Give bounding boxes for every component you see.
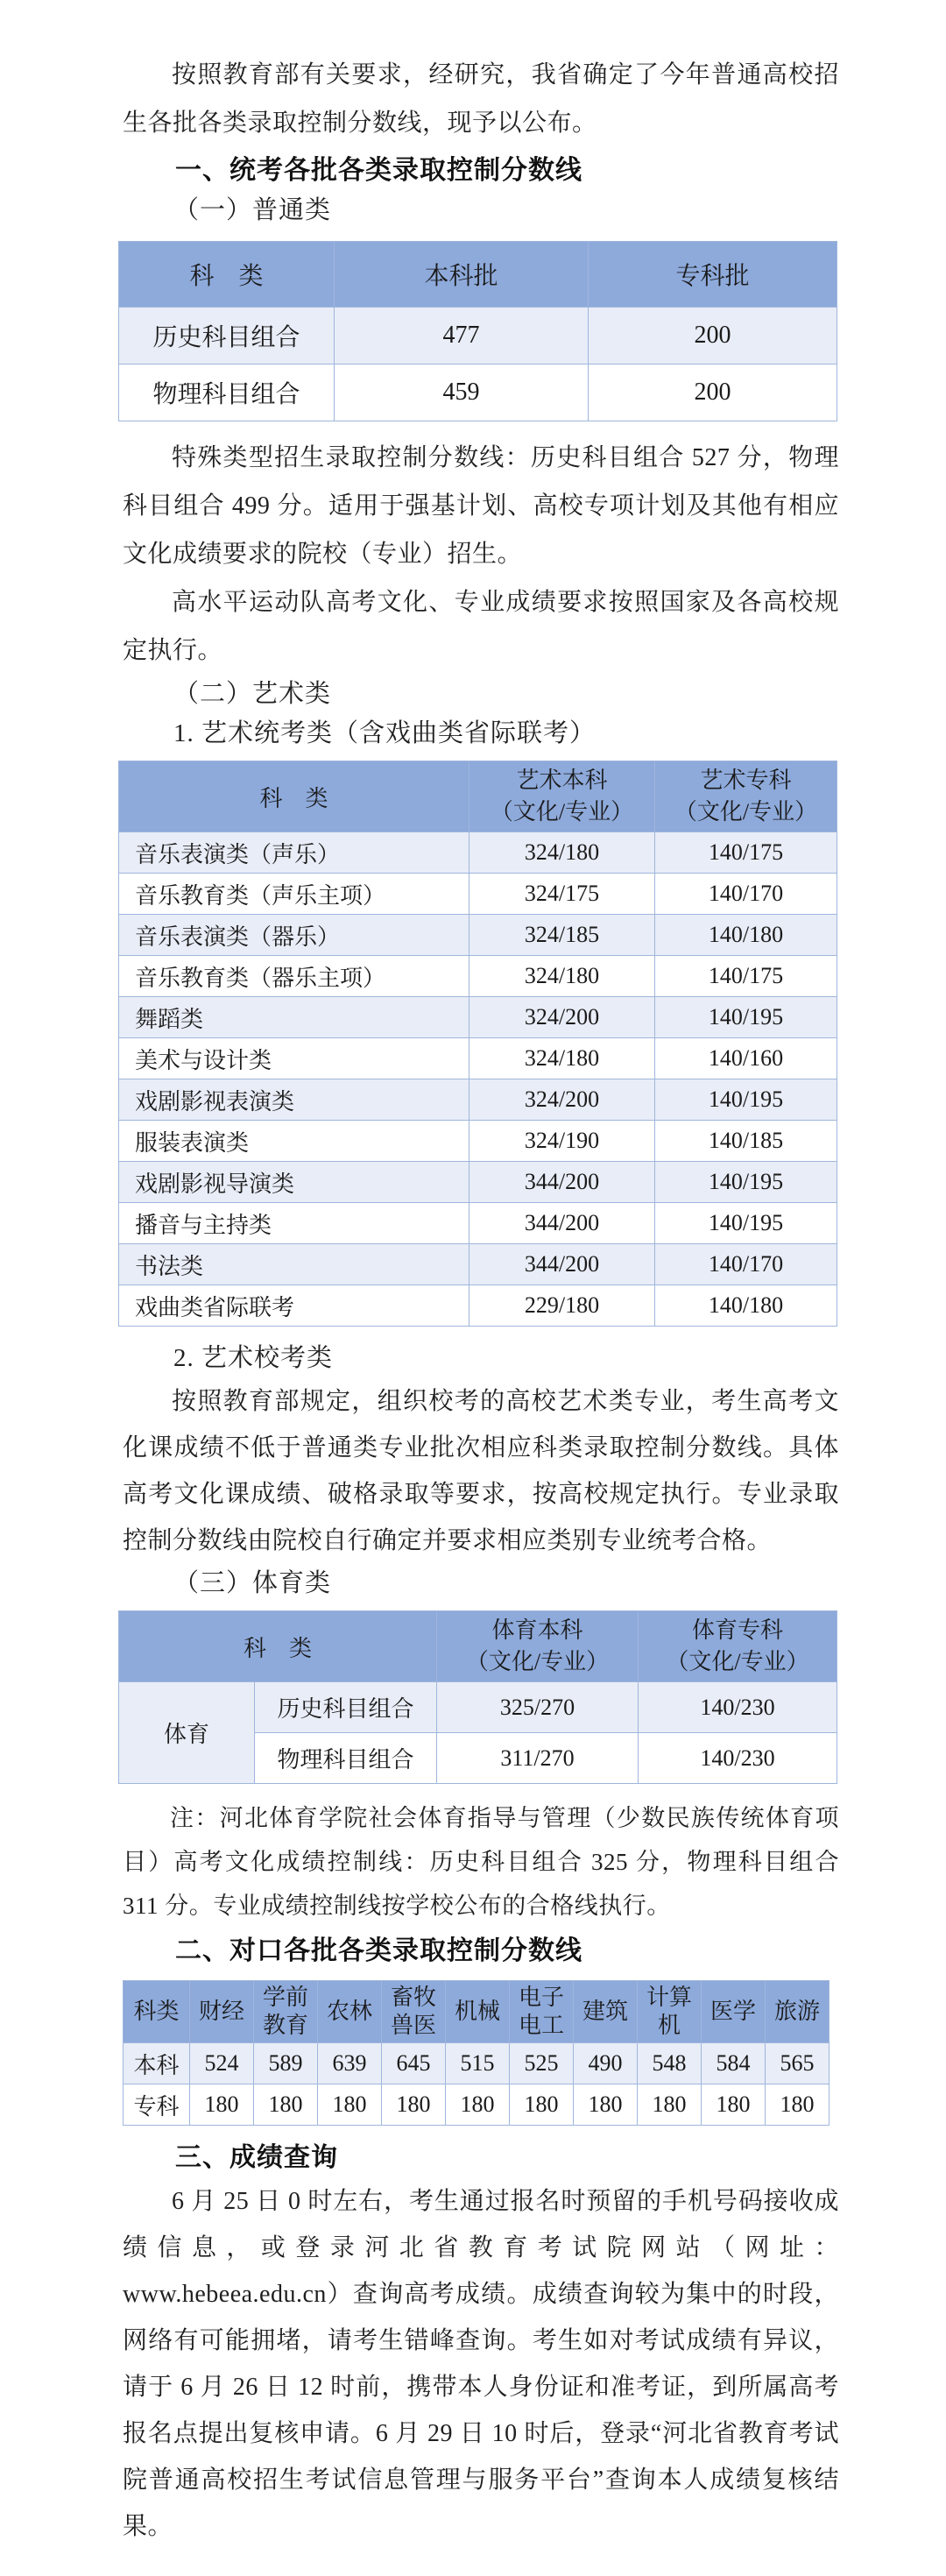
- sports-category-label: （三）体育类: [173, 1569, 332, 1597]
- table-row: [119, 915, 837, 956]
- header-line-2: （文化/专业）: [666, 1649, 809, 1674]
- art-category-label: （二）艺术类: [173, 680, 332, 708]
- score-cell: 515: [446, 2043, 510, 2084]
- score-cell: 459: [335, 364, 589, 421]
- score-cell: 140/230: [639, 1682, 837, 1733]
- table-row: [119, 874, 837, 915]
- score-cell: 324/200: [469, 997, 655, 1038]
- table-row: [119, 956, 837, 997]
- general-category-label: （一）普通类: [173, 196, 332, 224]
- score-cell: 645: [382, 2043, 446, 2084]
- category-cell: 音乐教育类（器乐主项）: [119, 956, 469, 997]
- score-cell: 140/175: [655, 832, 837, 874]
- sports-scores-table: [118, 1610, 837, 1784]
- art-xiaokao-paragraph: 按照教育部规定，组织校考的高校艺术类专业，考生高考文化课成绩不低于普通类专业批次相应科类录取控制分数线。具体高考文化课成绩、破格录取等要求，按高校规定执行。专业录取控制分数线由院校自行确定并要求相应类别专业统考合格。: [123, 1388, 839, 1554]
- table-row: [119, 997, 837, 1038]
- score-cell: 180: [766, 2084, 830, 2126]
- column-header-jisuanji: 计算机: [638, 1981, 702, 2043]
- score-cell: 525: [510, 2043, 574, 2084]
- score-cell: 180: [638, 2084, 702, 2126]
- column-header-category: 科 类: [119, 242, 335, 308]
- score-cell: 589: [254, 2043, 318, 2084]
- score-cell: 344/200: [469, 1162, 655, 1203]
- score-cell: 344/200: [469, 1203, 655, 1244]
- table-row: [119, 1244, 837, 1285]
- table-row: [119, 1079, 837, 1121]
- score-cell: 639: [318, 2043, 382, 2084]
- intro-paragraph: 按照教育部有关要求，经研究，我省确定了今年普通高校招生各批各类录取控制分数线，现予以公布。: [123, 61, 839, 137]
- table-row: [119, 1203, 837, 1244]
- table-row: [119, 364, 837, 421]
- header-line-1: 艺术专科: [700, 768, 792, 793]
- score-cell: 140/170: [655, 1244, 837, 1285]
- table-row: [119, 1162, 837, 1203]
- score-cell: 180: [510, 2084, 574, 2126]
- score-cell: 180: [702, 2084, 766, 2126]
- column-header-sports-zhuanke: [639, 1611, 837, 1682]
- score-cell: 140/230: [639, 1733, 837, 1784]
- score-cell: 180: [318, 2084, 382, 2126]
- score-cell: 200: [589, 308, 837, 364]
- score-cell: 324/180: [469, 832, 655, 874]
- column-header-category: 科 类: [119, 1611, 437, 1682]
- category-cell: 音乐表演类（声乐）: [119, 832, 469, 874]
- header-line-1: 艺术本科: [516, 768, 608, 793]
- score-cell: 490: [574, 2043, 638, 2084]
- score-query-paragraph: 6 月 25 日 0 时左右，考生通过报名时预留的手机号码接收成绩信息，或登录河北省教育考试院网站（网址：www.hebeea.edu.cn）查询高考成绩。成绩查询较为集中的时段，网络有可能拥堵，请考生错峰查询。考生如对考试成绩有异议，请于 6 月 26 日 12 时前，携带本人身份证和准考证，到所属高考报名点提出复核申请。6 月 29 日 10 时后，登录“河北省教育考试院普通高校招生考试信息管理与服务平台”查询本人成绩复核结果。: [123, 2188, 839, 2540]
- score-cell: 180: [382, 2084, 446, 2126]
- header-line-2: （文化/专业）: [674, 799, 818, 824]
- score-cell: 324/180: [469, 956, 655, 997]
- category-cell: 物理科目组合: [119, 364, 335, 421]
- category-cell: 本科: [124, 2043, 190, 2084]
- duikou-scores-table: [123, 1980, 830, 2126]
- score-cell: 140/170: [655, 874, 837, 915]
- score-cell: 324/175: [469, 874, 655, 915]
- column-header-xueqianjiaoyu: 学前教育: [254, 1981, 318, 2043]
- score-cell: 311/270: [437, 1733, 639, 1784]
- score-cell: 140/175: [655, 956, 837, 997]
- score-cell: 140/195: [655, 1162, 837, 1203]
- score-cell: 324/180: [469, 1038, 655, 1079]
- category-cell: 服装表演类: [119, 1121, 469, 1162]
- category-cell: 书法类: [119, 1244, 469, 1285]
- category-cell: 历史科目组合: [255, 1682, 437, 1733]
- score-cell: 548: [638, 2043, 702, 2084]
- score-cell: 180: [446, 2084, 510, 2126]
- column-header-zhuanke: 专科批: [589, 242, 837, 308]
- score-cell: 140/195: [655, 1203, 837, 1244]
- score-cell: 565: [766, 2043, 830, 2084]
- special-type-paragraph: 特殊类型招生录取控制分数线：历史科目组合 527 分，物理科目组合 499 分。适用于强基计划、高校专项计划及其他有相应文化成绩要求的院校（专业）招生。: [123, 444, 839, 568]
- table-row: [119, 1285, 837, 1327]
- column-header-benke: 本科批: [335, 242, 589, 308]
- category-cell: 播音与主持类: [119, 1203, 469, 1244]
- art-xiaokao-label: 2. 艺术校考类: [173, 1344, 334, 1372]
- score-cell: 140/180: [655, 915, 837, 956]
- column-header-art-benke: [469, 761, 655, 832]
- header-line-2: （文化/专业）: [465, 1649, 610, 1674]
- category-cell: 音乐表演类（器乐）: [119, 915, 469, 956]
- art-scores-table: [118, 761, 837, 1327]
- table-row: [119, 1121, 837, 1162]
- column-header-caijing: 财经: [190, 1981, 254, 2043]
- category-cell: 戏曲类省际联考: [119, 1285, 469, 1327]
- score-cell: 140/195: [655, 1079, 837, 1121]
- column-header-xumushouyi: 畜牧兽医: [382, 1981, 446, 2043]
- header-line-1: 体育专科: [692, 1617, 784, 1643]
- section-3-heading: 三、成绩查询: [175, 2143, 338, 2172]
- category-cell: 专科: [124, 2084, 190, 2126]
- score-cell: 200: [589, 364, 837, 421]
- score-cell: 524: [190, 2043, 254, 2084]
- score-cell: 140/185: [655, 1121, 837, 1162]
- score-cell: 477: [335, 308, 589, 364]
- table-row: [119, 1682, 837, 1733]
- column-header-jianzhu: 建筑: [574, 1981, 638, 2043]
- column-header-category: 科类: [124, 1981, 190, 2043]
- category-cell: 舞蹈类: [119, 997, 469, 1038]
- score-cell: 180: [190, 2084, 254, 2126]
- table-header-row: [119, 761, 837, 832]
- table-header-row: [119, 242, 837, 308]
- column-header-yixue: 医学: [702, 1981, 766, 2043]
- art-unified-exam-label: 1. 艺术统考类（含戏曲类省际联考）: [173, 719, 597, 747]
- high-level-sports-paragraph: 高水平运动队高考文化、专业成绩要求按照国家及各高校规定执行。: [123, 589, 839, 664]
- category-cell: 美术与设计类: [119, 1038, 469, 1079]
- score-cell: 140/195: [655, 997, 837, 1038]
- header-line-2: （文化/专业）: [490, 799, 634, 824]
- category-cell: 戏剧影视导演类: [119, 1162, 469, 1203]
- score-cell: 180: [574, 2084, 638, 2126]
- section-2-heading: 二、对口各批各类录取控制分数线: [175, 1936, 582, 1965]
- column-header-nonglin: 农林: [318, 1981, 382, 2043]
- column-header-art-zhuanke: [655, 761, 837, 832]
- category-cell: 历史科目组合: [119, 308, 335, 364]
- category-cell: 物理科目组合: [255, 1733, 437, 1784]
- score-cell: 324/190: [469, 1121, 655, 1162]
- score-cell: 229/180: [469, 1285, 655, 1327]
- score-cell: 140/180: [655, 1285, 837, 1327]
- score-cell: 180: [254, 2084, 318, 2126]
- score-cell: 325/270: [437, 1682, 639, 1733]
- group-cell-sports: 体育: [119, 1682, 255, 1784]
- table-row: [124, 2043, 830, 2084]
- header-line-1: 体育本科: [491, 1617, 583, 1643]
- table-row: [124, 2084, 830, 2126]
- table-header-row: [119, 1611, 837, 1682]
- table-row: [119, 308, 837, 364]
- score-cell: 344/200: [469, 1244, 655, 1285]
- category-cell: 音乐教育类（声乐主项）: [119, 874, 469, 915]
- column-header-jixie: 机械: [446, 1981, 510, 2043]
- general-scores-table: [118, 241, 837, 421]
- table-row: [119, 832, 837, 874]
- sports-note-paragraph: 注：河北体育学院社会体育指导与管理（少数民族传统体育项目）高考文化成绩控制线：历史科目组合 325 分，物理科目组合 311 分。专业成绩控制线按学校公布的合格线执行。: [123, 1805, 839, 1919]
- table-header-row: [124, 1981, 830, 2043]
- column-header-dianzidiangong: 电子电工: [510, 1981, 574, 2043]
- score-cell: 324/185: [469, 915, 655, 956]
- category-cell: 戏剧影视表演类: [119, 1079, 469, 1121]
- score-cell: 140/160: [655, 1038, 837, 1079]
- score-cell: 324/200: [469, 1079, 655, 1121]
- column-header-lvyou: 旅游: [766, 1981, 830, 2043]
- section-1-heading: 一、统考各批各类录取控制分数线: [175, 156, 582, 185]
- column-header-category: 科 类: [119, 761, 469, 832]
- score-cell: 584: [702, 2043, 766, 2084]
- table-row: [119, 1038, 837, 1079]
- column-header-sports-benke: [437, 1611, 639, 1682]
